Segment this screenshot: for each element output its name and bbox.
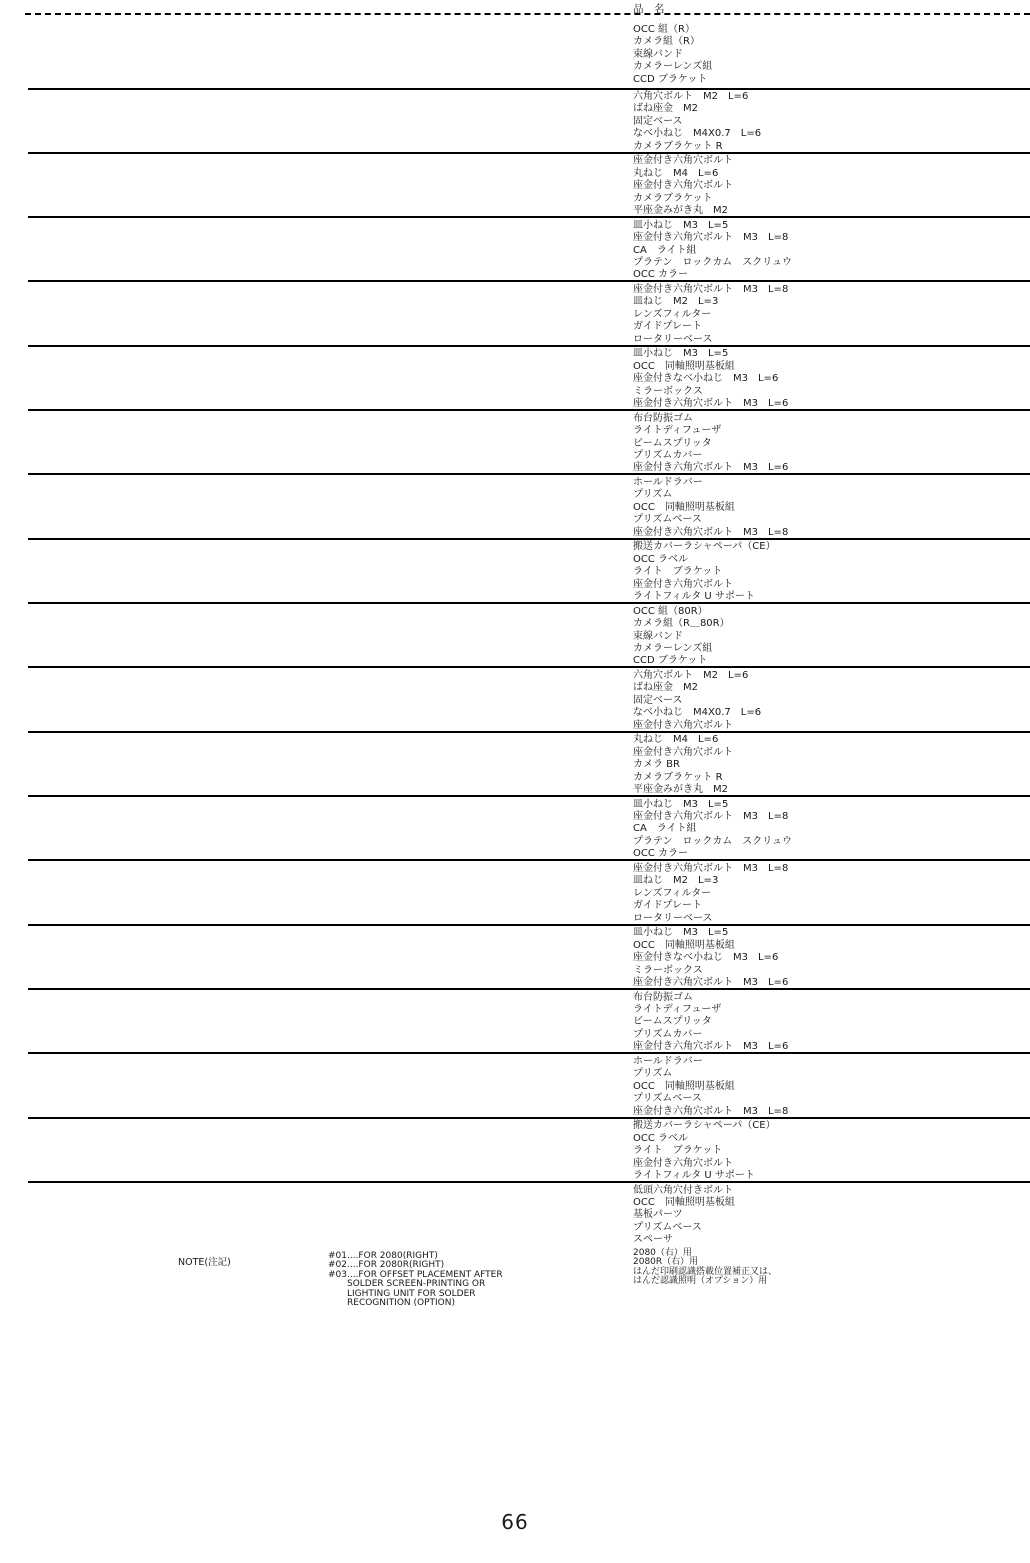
part-name-cell: OCC カラー [633,269,689,281]
part-name-cell: OCC 組（R） [633,24,695,35]
part-name-cell: なべ小ねじ M4X0.7 L=6 [633,707,762,719]
part-name-cell: 固定ベース [633,115,683,127]
part-name-cell: 座金付きなべ小ねじ M3 L=6 [633,373,779,385]
part-name-cell: 座金付き六角穴ボルト M3 L=8 [633,526,789,538]
part-name-cell: 座金付き六角穴ボルト M3 L=8 [633,811,789,823]
part-name-cell: 六角穴ボルト M2 L=6 [633,91,749,102]
parts-table [0,16,1030,1245]
note-english-line: RECOGNITION (OPTION) [347,1298,455,1309]
part-name-cell: OCC ラベル [633,553,689,565]
column-header-part-name: 品 名 [633,3,665,15]
part-name-cell: CCD ブラケット [633,73,708,85]
part-name-cell: 座金付き六角穴ボルト M3 L=8 [633,283,789,295]
part-name-cell: 座金付き六角穴ボルト [633,578,733,590]
parts-group [28,88,1030,152]
part-name-cell: ロータリーベース [633,912,713,924]
parts-group [28,152,1030,216]
part-name-cell: スペーサ [633,1234,673,1246]
part-name-cell: 束線バンド [633,48,683,60]
part-name-cell: ライト ブラケット [633,1145,723,1157]
part-name-cell: 座金付き六角穴ボルト M3 L=6 [633,462,789,474]
part-name-cell: 平座金みがき丸 M2 [633,205,728,217]
page-number: 66 [501,1510,529,1534]
parts-group [28,988,1030,1052]
part-name-cell: 皿小ねじ M3 L=5 [633,219,729,231]
part-name-cell: 座金付き六角穴ボルト M3 L=6 [633,398,789,410]
parts-group [28,666,1030,730]
part-name-cell: カメラブラケット R [633,140,723,152]
part-name-cell: プリズムベース [633,1093,702,1105]
part-name-cell: 皿小ねじ M3 L=5 [633,798,729,810]
part-name-cell: レンズフィルター [633,887,712,899]
part-name-cell: 座金付き六角穴ボルト [633,1157,733,1169]
parts-group [28,345,1030,409]
parts-group [28,602,1030,666]
part-name-cell: カメラブラケット [633,192,713,204]
part-name-cell: ライト ブラケット [633,566,723,578]
part-name-cell: ホールドラバー [633,476,703,488]
note-english-line: LIGHTING UNIT FOR SOLDER [347,1288,476,1299]
part-name-cell: OCC 同軸照明基板組 [633,360,735,372]
part-name-cell: 座金付き六角穴ボルト M3 L=8 [633,232,789,244]
note-label: NOTE(注記) [178,1257,231,1268]
part-name-cell: なべ小ねじ M4X0.7 L=6 [633,128,762,140]
part-name-cell: ばね座金 M2 [633,103,698,115]
part-name-cell: 座金付き六角穴ボルト [633,719,733,731]
part-name-cell: 六角穴ボルト M2 L=6 [633,669,749,681]
part-name-cell: カメラーレンズ組 [633,61,713,73]
part-name-cell: ビームスプリッタ [633,437,712,449]
part-name-cell: 皿小ねじ M3 L=5 [633,927,729,939]
note-english-line: #02....FOR 2080R(RIGHT) [328,1260,445,1271]
parts-group [28,473,1030,537]
part-name-cell: 平座金みがき丸 M2 [633,784,728,796]
part-name-cell: ミラーボックス [633,385,703,397]
part-name-cell: OCC 同軸照明基板組 [633,939,735,951]
part-name-cell: カメラ組（R＿80R） [633,618,730,630]
note-english-line: SOLDER SCREEN-PRINTING OR [347,1279,486,1290]
part-name-cell: 皿ねじ M2 L=3 [633,296,719,308]
part-name-cell: プリズムベース [633,1221,702,1233]
parts-group [28,795,1030,859]
part-name-cell: CA ライト組 [633,244,697,256]
part-name-cell: CCD ブラケット [633,655,708,667]
parts-group [28,280,1030,344]
part-name-cell: カメラ BR [633,759,680,771]
part-name-cell: ガイドプレート [633,321,702,333]
part-name-cell: 座金付きなべ小ねじ M3 L=6 [633,952,779,964]
part-name-cell: プリズムカバー [633,449,703,461]
parts-group [28,1181,1030,1245]
parts-group [28,216,1030,280]
parts-group [28,409,1030,473]
part-name-cell: ミラーボックス [633,964,703,976]
part-name-cell: 座金付き六角穴ボルト M3 L=8 [633,862,789,874]
part-name-cell: ばね座金 M2 [633,682,698,694]
part-name-cell: 座金付き六角穴ボルト [633,155,733,167]
note-japanese-line: はんだ印刷認識搭載位置補正又は、 [633,1266,778,1277]
parts-group [28,16,1030,88]
note-japanese-column [633,1249,777,1287]
part-name-cell: 基板パーツ [633,1209,683,1221]
part-name-cell: OCC 同軸照明基板組 [633,501,735,513]
part-name-cell: ビームスプリッタ [633,1016,712,1028]
part-name-cell: プリズム [633,489,673,501]
part-name-cell: ライトディフューザ [633,1004,722,1016]
part-name-cell: 座金付き六角穴ボルト M3 L=6 [633,977,789,989]
note-english-line: #03....FOR OFFSET PLACEMENT AFTER [328,1269,503,1280]
part-name-cell: OCC カラー [633,848,689,860]
part-name-cell: 座金付き六角穴ボルト [633,180,733,192]
part-name-cell: 低頭六角穴付きボルト [633,1184,733,1196]
part-name-cell: プリズムカバー [633,1028,703,1040]
part-name-cell: 束線バンド [633,630,683,642]
part-name-cell: ライトディフューザ [633,425,722,437]
part-name-cell: プラテン ロックカム スクリュウ [633,835,792,847]
part-name-cell: 丸ねじ M4 L=6 [633,167,719,179]
parts-group [28,1117,1030,1181]
part-name-cell: プラテン ロックカム スクリュウ [633,256,792,268]
part-name-cell: 丸ねじ M4 L=6 [633,734,719,746]
part-name-cell: ライトフィルタ U サポート [633,1170,755,1181]
part-name-cell: OCC ラベル [633,1132,689,1144]
parts-group [28,538,1030,602]
part-name-cell: ライトフィルタ U サポート [633,591,755,603]
parts-group [28,859,1030,923]
part-name-cell: カメラブラケット R [633,771,723,783]
part-name-cell: カメラーレンズ組 [633,642,713,654]
part-name-cell: OCC 同軸照明基板組 [633,1197,735,1209]
part-name-cell: OCC 組（80R） [633,605,708,617]
part-name-cell: ロータリーベース [633,333,713,345]
note-japanese-line: 2080R（右）用 [633,1257,699,1268]
part-name-cell: 搬送カバーラシャペーパ（CE） [633,541,776,553]
part-name-cell: プリズム [633,1068,673,1080]
part-name-cell: プリズムベース [633,514,702,526]
part-name-cell: ガイドプレート [633,900,702,912]
part-name-cell: 座金付き六角穴ボルト M3 L=8 [633,1105,789,1117]
part-name-cell: 座金付き六角穴ボルト [633,746,733,758]
part-name-cell: 皿ねじ M2 L=3 [633,875,719,887]
parts-group [28,924,1030,988]
note-japanese-line: 2080（右）用 [633,1248,692,1258]
note-japanese-line: はんだ認識照明（オプション）用 [633,1276,768,1287]
part-name-cell: 皿小ねじ M3 L=5 [633,348,729,360]
part-name-cell: CA ライト組 [633,823,697,835]
parts-group [28,731,1030,795]
part-name-cell: 搬送カバーラシャペーパ（CE） [633,1120,776,1132]
parts-group [28,1052,1030,1116]
part-name-cell: 布台防振ゴム [633,412,693,424]
part-name-cell: カメラ組（R） [633,36,700,48]
part-name-cell: 固定ベース [633,694,683,706]
part-name-cell: OCC 同軸照明基板組 [633,1080,735,1092]
part-name-cell: ホールドラバー [633,1055,703,1067]
header-divider-dashed-line [25,13,1030,15]
note-english-line: #01....FOR 2080(RIGHT) [328,1251,438,1261]
part-name-cell: レンズフィルター [633,308,712,320]
part-name-cell: 座金付き六角穴ボルト M3 L=6 [633,1041,789,1053]
part-name-cell: 布台防振ゴム [633,991,693,1003]
note-english-column [328,1252,503,1308]
